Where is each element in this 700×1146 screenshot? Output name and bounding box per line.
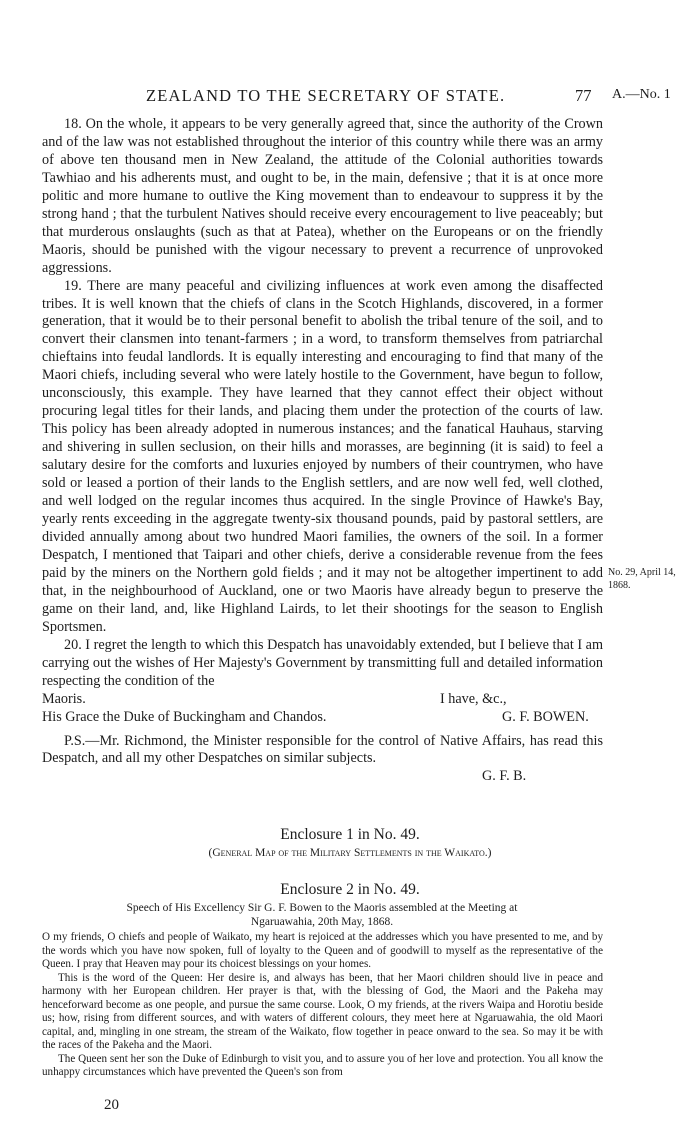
paragraph-19: 19. There are many peaceful and civilizing influences at work even among the disaffected tribes. It is well known that the chiefs of clans in the Scotch Highlands, discovered, in a former generation, that it would be to their personal benefit to abolish the tribal tenure of the soil, and to convert their clansmen into tenant-farmers ; in a word, to transform themselves from patriarchal chieftains into feudal landlords. It is equally interesting and encouraging to find that many of the Maori chiefs, including several who were lately hostile to the Government, have begun to follow, unconsciously, this example. They have learned that they cannot effect their object without procuring legal titles for their lands, and placing them under the protection of the courts of law. This policy has been already adopted in numerous instances; and the fanatical Hauhaus, starving and shivering in sullen seclusion, on their hills and morasses, are beginning (it is said) to feel a salutary desire for the comforts and luxuries enjoyed by numbers of their countrymen, who have sold or leased a portion of their lands to the English settlers, and are now well fed, well clothed, and well lodged on the regular incomes thus acquired. In the single Province of Hawke's Bay, yearly rents exceeding in the aggregate twenty-six thousand pounds, paid by pastoral settlers, are divided annually among about two hundred Maori families, the owners of the soil. In a former Despatch, I mentioned that Taipari and other chiefs, derive a considerable revenue from the fees paid by the miners on the Northern gold fields ; and it may not be altogether impertinent to add that, in the neighbourhood of Auckland, one or two Maoris have already begun to preserve the game on their land, and, like Highland Lairds, to let their shootings for the season to English Sportsmen. (42, 277, 603, 635)
enclosure-1-title: Enclosure 1 in No. 49. (280, 826, 420, 843)
postscript-initials: G. F. B. (482, 768, 527, 785)
running-title: ZEALAND TO THE SECRETARY OF STATE. (146, 86, 506, 105)
speech-body (42, 931, 603, 1080)
postscript-initials-row (42, 768, 603, 786)
signature: G. F. BOWEN. (502, 708, 589, 725)
document-reference: A.—No. 1 (612, 87, 671, 102)
paragraph-18: 18. On the whole, it appears to be very generally agreed that, since the authority of the Crown and of the law was not established throughout the interior of this country while there was an army of above ten thousand men in New Zealand, the attitude of the Colonial authorities towards Tawhiao and his adherents must, and ought to be, in the main, defensive ; that it is at once more politic and more humane to outlive the King movement than to endeavour to suppress it by the strong hand ; that the turbulent Natives should receive every encouragement to live peaceably; but that murderous onslaughts (such as that at Patea), whether on the Europeans or on the friendly Maoris, should be punished with the vigour necessary to prevent a recurrence of unprovoked aggressions. (42, 116, 603, 276)
enclosure-2-title: Enclosure 2 in No. 49. (280, 881, 420, 898)
closing-row (42, 691, 603, 709)
paragraph-20-end: Maoris. (42, 690, 86, 707)
speech-heading (44, 901, 600, 929)
enclosure-1-subtitle: (General Map of the Military Settlements in the Waikato.) (208, 847, 492, 859)
speech-paragraph-3: The Queen sent her son the Duke of Edinburgh to visit you, and to assure you of her love and protection. You all know the unhappy circumstances which have prevented the Queen's son from (42, 1052, 603, 1079)
speech-heading-line-2: Ngaruawahia, 20th May, 1868. (250, 916, 394, 928)
page-header (0, 86, 700, 108)
page-number: 77 (575, 86, 592, 105)
signature-mark: 20 (104, 1097, 119, 1113)
despatch-body (42, 116, 603, 786)
paragraph-20: 20. I regret the length to which this Despatch has unavoidably extended, but I believe that I am carrying out the wishes of Her Majesty's Government by transmitting full and detailed information respecting the condition of the (42, 636, 603, 689)
closing-phrase: I have, &c., (440, 690, 507, 707)
speech-heading-line-1: Speech of His Excellency Sir G. F. Bowen to the Maoris assembled at the Meeting at (126, 902, 518, 914)
postscript: P.S.—Mr. Richmond, the Minister responsible for the control of Native Affairs, has read this Despatch, and all my other Despatches on similar subjects. (42, 732, 603, 767)
addressee: His Grace the Duke of Buckingham and Chandos. (42, 708, 327, 725)
margin-note: No. 29, April 14, 1868. (608, 567, 676, 591)
speech-paragraph-1: O my friends, O chiefs and people of Waikato, my heart is rejoiced at the addresses which you have presented to me, and by the words which you have now spoken, full of loyalty to the Queen and of goodwill to myself as the representative of the Queen. I pray that Heaven may pour its choicest blessings on your homes. (42, 931, 603, 971)
speech-paragraph-2: This is the word of the Queen: Her desire is, and always has been, that her Maori children should live in peace and harmony with her European children. Her prayer is that, with the blessing of God, the Maori and the Pakeha may henceforward become as one people, and pursue the same course. Look, O my friends, at the rivers Waipa and Horotiu beside us; how, rising from different sources, and with waters of different colours, they meet here at Ngaruawahia, the old Maori capital, and, mingling in one stream, the stream of the Waikato, flow together in peace onward to the sea. So may it be with the races of the Pakeha and the Maori. (42, 971, 603, 1052)
addressee-row (42, 709, 603, 727)
